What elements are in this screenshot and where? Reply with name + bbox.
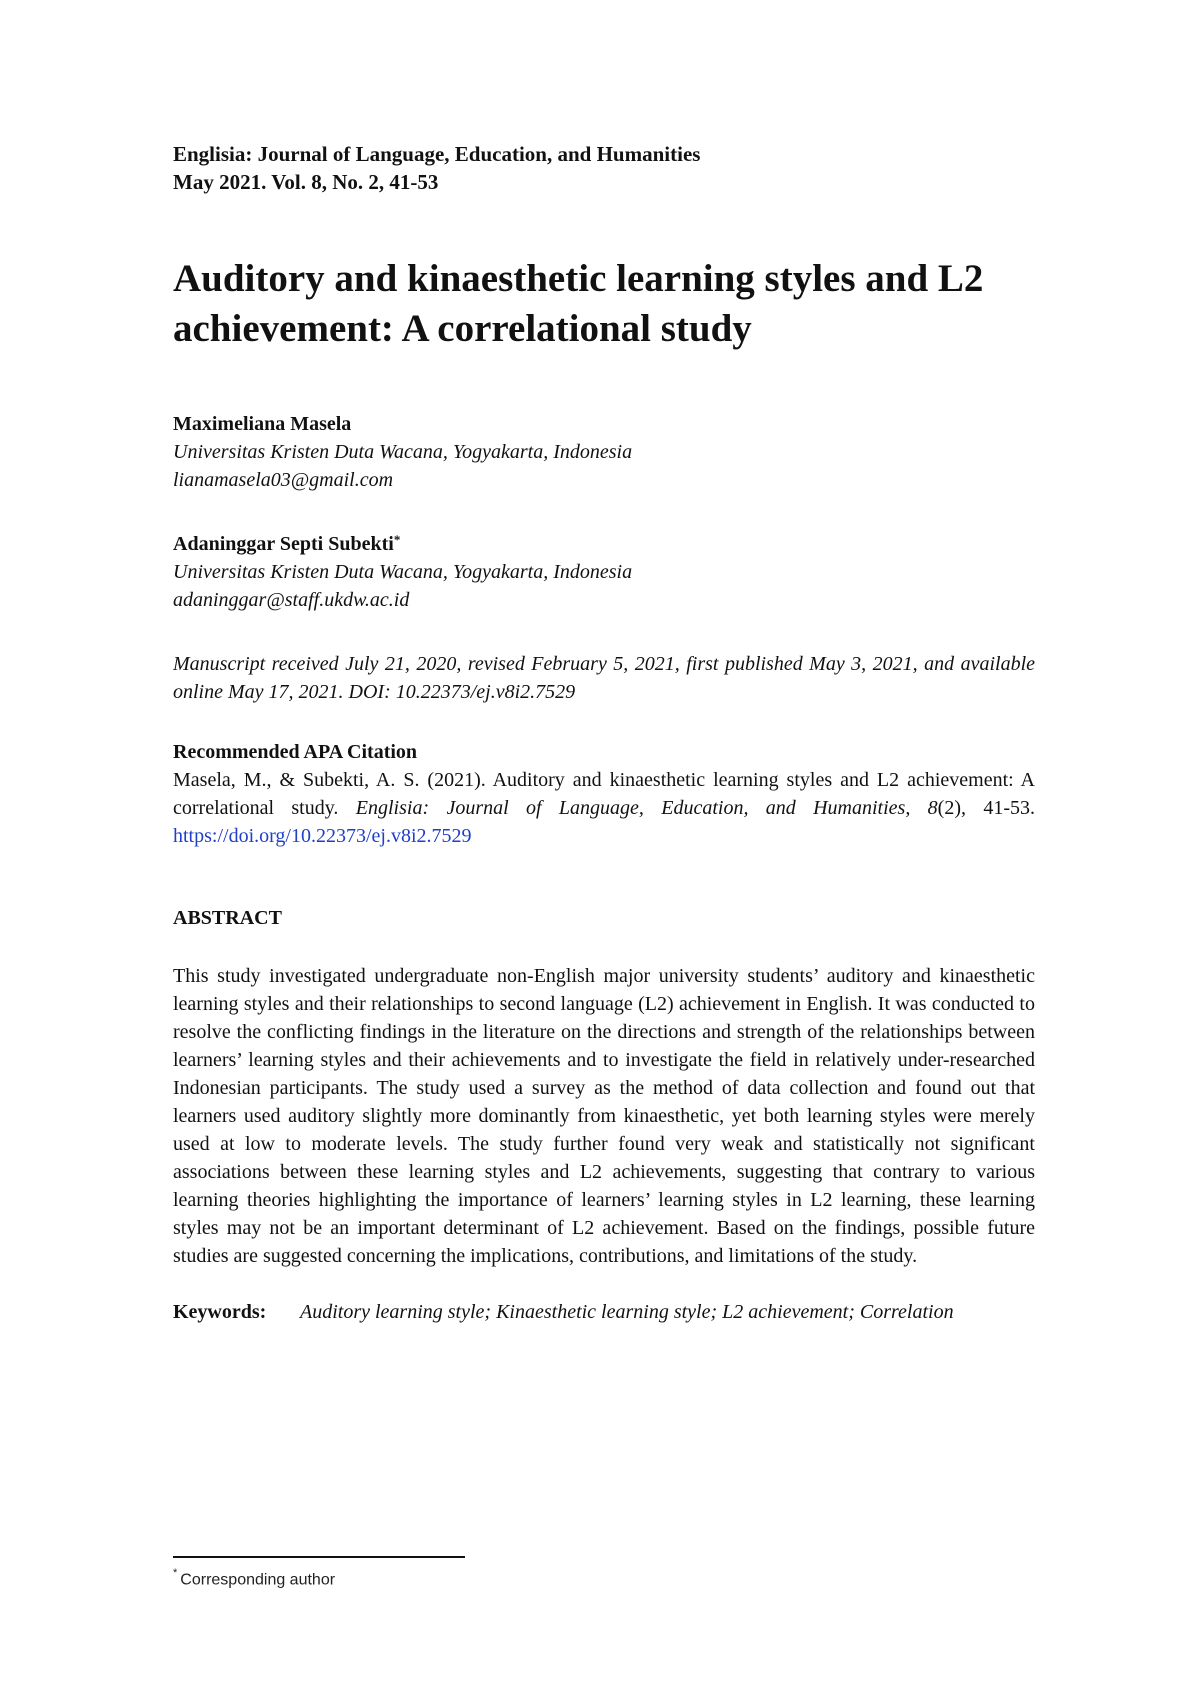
author-block-2 — [173, 530, 1035, 614]
footnote-marker: * — [173, 1567, 178, 1579]
page-content — [173, 140, 1035, 1326]
author-email: adaninggar@staff.ukdw.ac.id — [173, 589, 410, 611]
journal-name: Englisia: Journal of Language, Education, and Humanities — [173, 142, 701, 166]
author-name-text: Maximeliana Masela — [173, 413, 352, 435]
citation-journal: Englisia: Journal of Language, Education, and Humanities, 8 — [355, 797, 938, 819]
article-title: Auditory and kinaesthetic learning styles and L2 achievement: A correlational study — [173, 257, 984, 350]
footnote-divider — [173, 1556, 465, 1558]
keywords-label: Keywords: — [173, 1301, 267, 1323]
citation-text: Masela, M., & Subekti, A. S. (2021). Auditory and kinaesthetic learning styles and L2 achievement: A correlational study. — [173, 769, 1035, 819]
journal-issue: May 2021. Vol. 8, No. 2, 41-53 — [173, 170, 439, 194]
corresponding-author-marker[interactable]: * — [393, 532, 401, 547]
author-name-text: Adaninggar Septi Subekti — [173, 533, 394, 555]
citation-heading: Recommended APA Citation — [173, 741, 418, 763]
citation-pages: (2), 41-53. — [937, 797, 1035, 819]
abstract-heading: ABSTRACT — [173, 907, 282, 929]
apa-citation — [173, 766, 1035, 850]
footnote — [173, 1564, 335, 1591]
manuscript-history: Manuscript received July 21, 2020, revised February 5, 2021, first published May 3, 2021, and available online May 17, 2021. DOI: 10.22373/ej.v8i2.7529 — [173, 653, 1035, 703]
author-affiliation: Universitas Kristen Duta Wacana, Yogyakarta, Indonesia — [173, 561, 633, 583]
author-affiliation: Universitas Kristen Duta Wacana, Yogyakarta, Indonesia — [173, 441, 633, 463]
author-name — [173, 530, 1035, 558]
author-email: lianamasela03@gmail.com — [173, 469, 394, 491]
doi-link[interactable]: https://doi.org/10.22373/ej.v8i2.7529 — [173, 825, 472, 847]
keywords-list: Auditory learning style; Kinaesthetic learning style; L2 achievement; Correlation — [300, 1301, 954, 1323]
author-name — [173, 410, 1035, 438]
footnote-text: Corresponding author — [180, 1571, 336, 1589]
keywords-block — [173, 1298, 1035, 1326]
author-block-1 — [173, 410, 1035, 494]
abstract-body: This study investigated undergraduate non-English major university students’ auditory and kinaesthetic learning styles and their relationships to second language (L2) achievement in English. It was conducted to resolve the conflicting findings in the literature on the directions and strength of the relationships between learners’ learning styles and their achievements and to investigate the field in relatively under-researched Indonesian participants. The study used a survey as the method of data collection and found out that learners used auditory slightly more dominantly from kinaesthetic, yet both learning styles were merely used at low to moderate levels. The study further found very weak and statistically not significant associations between these learning styles and L2 achievements, suggesting that contrary to various learning theories highlighting the importance of learners’ learning styles in L2 learning, these learning styles may not be an important determinant of L2 achievement. Based on the findings, possible future studies are suggested concerning the implications, contributions, and limitations of the study. — [173, 965, 1035, 1267]
